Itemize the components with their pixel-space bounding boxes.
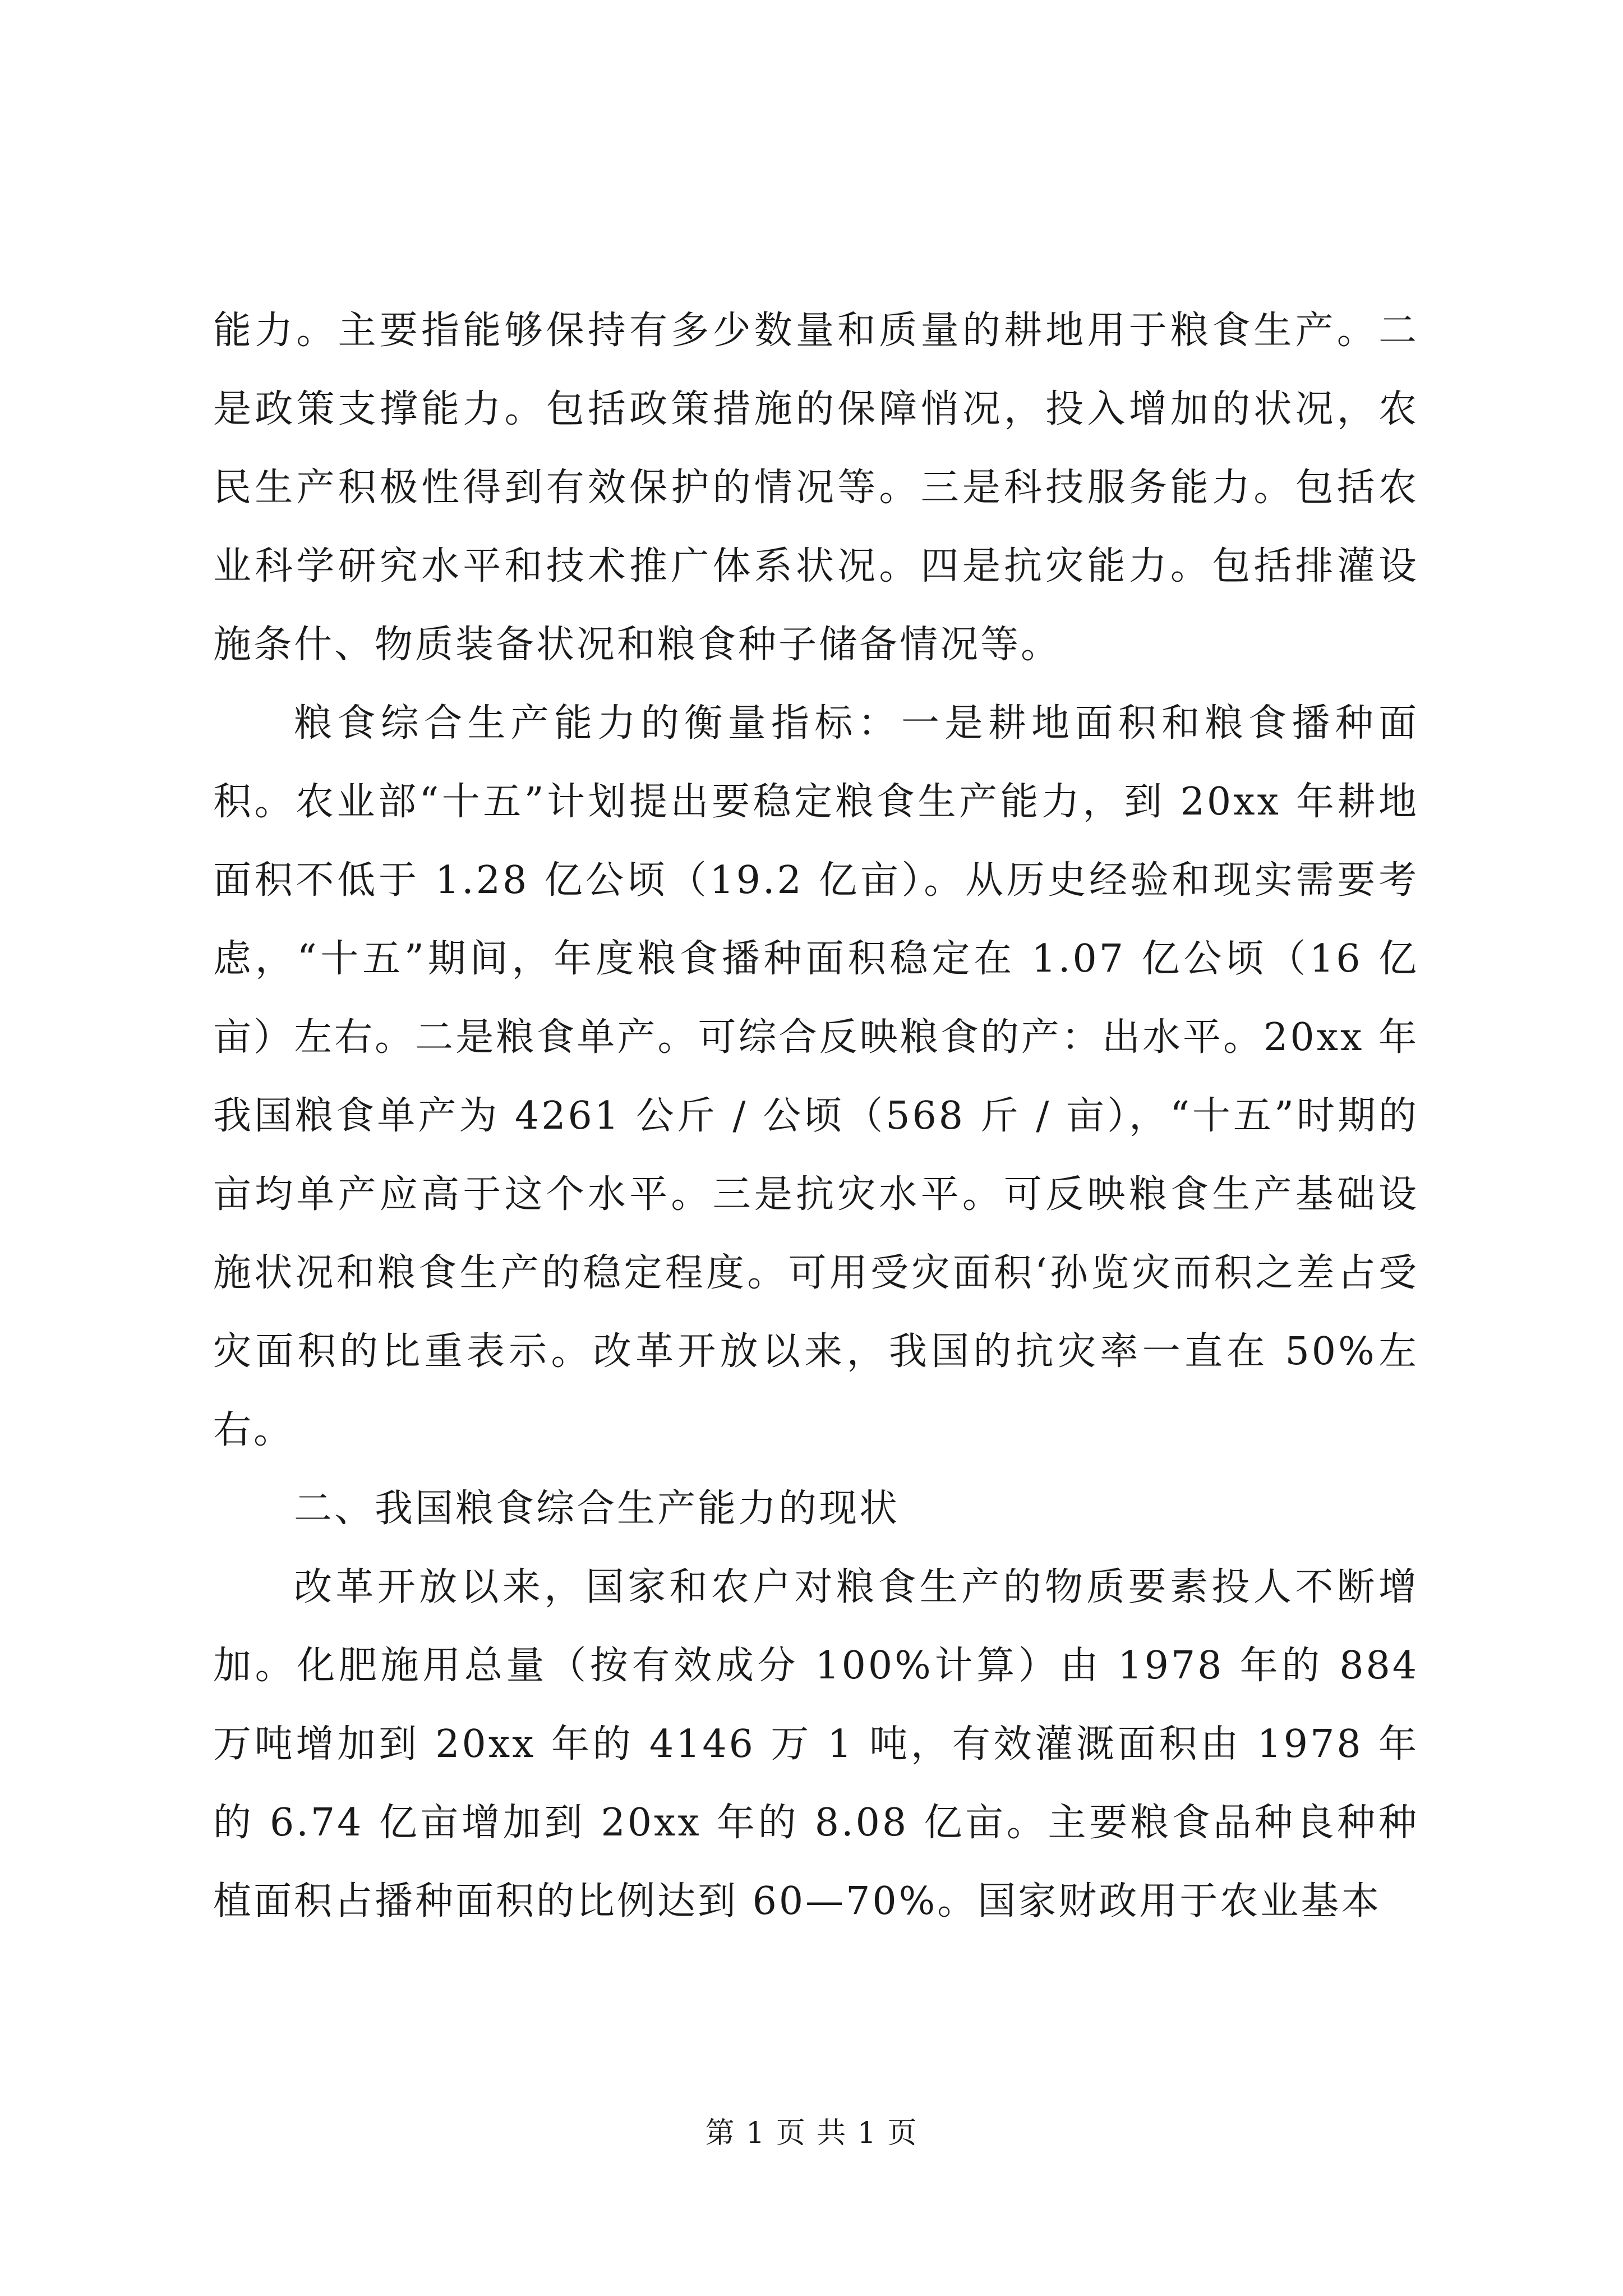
paragraph-1: 能力。主要指能够保持有多少数量和质量的耕地用于粮食生产。二是政策支撑能力。包括政策措施的保障悄况，投入增加的状况，农民生产积极性得到有效保护的情况等。三是科技服务能力。包括农业科学研究水平和技术推广体系状况。四是抗灾能力。包括排灌设施条什、物质装备状况和粮食种子储备情况等。	[213, 309, 1419, 667]
document-body	[213, 292, 1419, 1941]
section-heading: 二、我国粮食综合生产能力的现状	[294, 1487, 900, 1531]
paragraph-3: 改革开放以来，国家和农户对粮食生产的物质要素投人不断增加。化肥施用总量（按有效成分 100%计算）由 1978 年的 884 万吨增加到 20xx 年的 4146 万 1 吨，有效灌溉面积由 1978 年的 6.74 亿亩增加到 20xx 年的 8.08 亿亩。主要粮食品种良种种植面积占播种面积的比例达到 60—70%。国家财政用于农业基本	[213, 1565, 1419, 1924]
page-footer: 第 1 页 共 1 页	[705, 2116, 918, 2150]
paragraph-2: 粮食综合生产能力的衡量指标：一是耕地面积和粮食播种面积。农业部“十五”计划提出要稳定粮食生产能力，到 20xx 年耕地面积不低于 1.28 亿公顷（19.2 亿亩）。从历史经验和现实需要考虑，“十五”期间，年度粮食播种面积稳定在 1.07 亿公顷（16 亿亩）左右。二是粮食单产。可综合反映粮食的产：出水平。20xx 年我国粮食单产为 4261 公斤 / 公顷（568 斤 / 亩），“十五”时期的亩均单产应高于这个水平。三是抗灾水平。可反映粮食生产基础设施状况和粮食生产的稳定程度。可用受灾面积‘孙览灾而积之差占受灾面积的比重表示。改革开放以来，我国的抗灾率一直在 50%左右。	[213, 701, 1419, 1452]
